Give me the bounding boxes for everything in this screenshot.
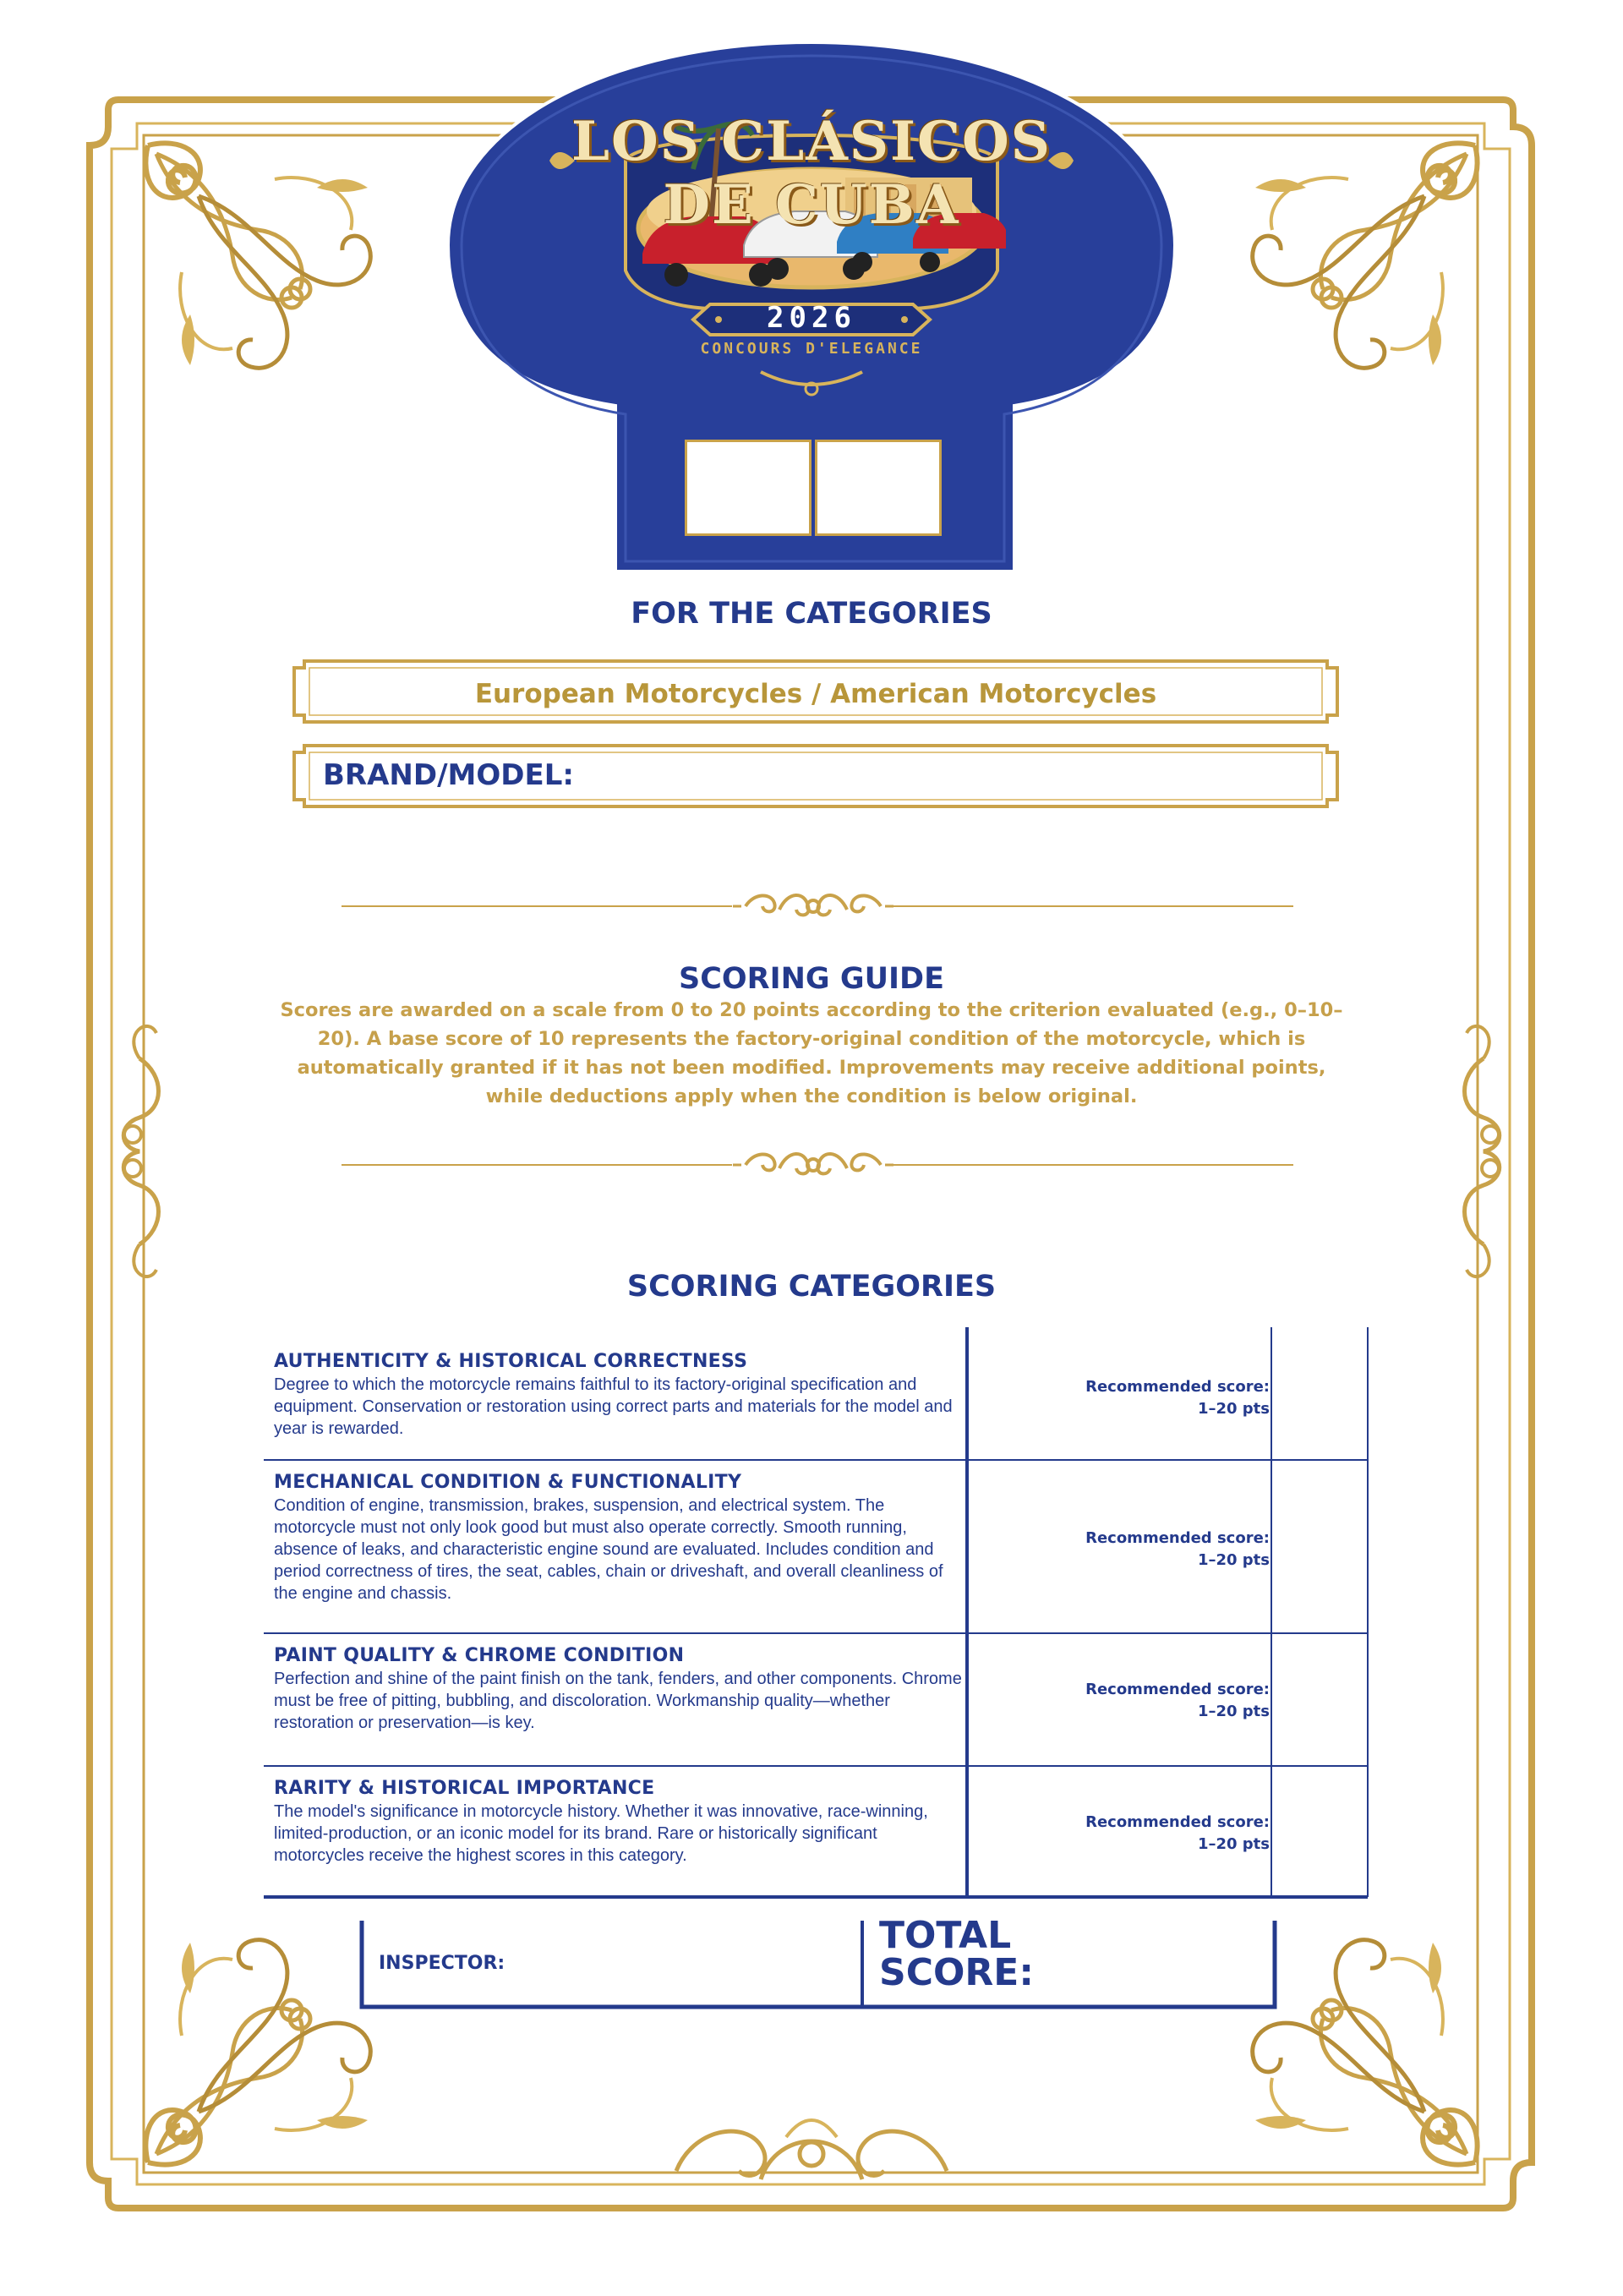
recommended-score-label: Recommended score: [1085, 1681, 1270, 1698]
scoring-categories-title: SCORING CATEGORIES [626, 1270, 997, 1304]
score-row-authenticity [264, 1351, 1369, 1459]
brand-model-label: BRAND/MODEL: [323, 758, 574, 792]
score-row-mechanical [264, 1472, 1369, 1632]
entry-number-box-right[interactable] [815, 440, 942, 536]
recommended-score-range: 1–20 pts [1197, 1551, 1270, 1569]
row-description: The model's significance in motorcycle history. Whether it was innovative, race-winning, limited-production, or an iconic model for its brand. Rare or historically significant motorcycles receive the highest scores in this category. [274, 1802, 928, 1865]
category-value: European Motorcycles / American Motorcycles [474, 679, 1157, 709]
brand-model-field[interactable] [592, 752, 1319, 800]
total-score-label-line2: SCORE: [879, 1951, 1034, 1994]
entry-number-box-left[interactable] [685, 440, 812, 536]
event-year: 2026 [767, 301, 856, 335]
event-subtitle: CONCOURS D'ELEGANCE [700, 340, 923, 358]
scoring-guide-title: SCORING GUIDE [679, 962, 944, 996]
row-title: RARITY & HISTORICAL IMPORTANCE [274, 1778, 655, 1799]
score-row-rarity [264, 1778, 1369, 1896]
score-row-paint [264, 1645, 1369, 1765]
row-title: MECHANICAL CONDITION & FUNCTIONALITY [274, 1472, 742, 1493]
total-score-label-line1: TOTAL [879, 1914, 1012, 1957]
row-description: Degree to which the motorcycle remains faithful to its factory-original specification and equipment. Conservation or restoration using correct parts and materials for the model and year is rewarded. [274, 1375, 953, 1438]
score-input-cell[interactable] [1273, 1768, 1368, 1896]
categories-heading: FOR THE CATEGORIES [631, 597, 992, 631]
recommended-score-label: Recommended score: [1085, 1813, 1270, 1831]
score-input-cell[interactable] [1273, 1462, 1368, 1632]
score-input-cell[interactable] [1273, 1635, 1368, 1765]
total-score-field[interactable] [1057, 1931, 1268, 1998]
event-title: LOS CLÁSICOS DE CUBA [571, 110, 1052, 237]
row-title: PAINT QUALITY & CHROME CONDITION [274, 1645, 685, 1666]
inspector-label: INSPECTOR: [379, 1953, 505, 1974]
row-title: AUTHENTICITY & HISTORICAL CORRECTNESS [274, 1351, 748, 1372]
scoring-guide-text: Scores are awarded on a scale from 0 to 20 points according to the criterion evaluated (e.g., 0–10–20). A base score of 10 represents the factory-original condition of the motorcycle, which is automatically granted if it has not been modified. Improvements may receive additional points, while deductions apply when the condition is below original. [280, 999, 1343, 1107]
row-description: Condition of engine, transmission, brakes, suspension, and electrical system. The motorcycle must not only look good but must also operate correctly. Smooth running, absence of leaks, and characteristic engine sound are evaluated. Includes condition and period correctness of tires, the seat, cables, chain or driveshaft, and overall cleanliness of the engine and chassis. [274, 1496, 943, 1603]
score-input-cell[interactable] [1273, 1329, 1368, 1456]
recommended-score-range: 1–20 pts [1197, 1703, 1270, 1720]
recommended-score-range: 1–20 pts [1197, 1400, 1270, 1418]
row-description: Perfection and shine of the paint finish on the tank, fenders, and other components. Chrome must be free of pitting, bubbling, and discoloration. Workmanship quality—whether restoration or preservation—is key. [274, 1670, 962, 1732]
inspector-field[interactable] [524, 1931, 854, 1998]
recommended-score-label: Recommended score: [1085, 1529, 1270, 1547]
recommended-score-range: 1–20 pts [1197, 1835, 1270, 1853]
recommended-score-label: Recommended score: [1085, 1378, 1270, 1396]
